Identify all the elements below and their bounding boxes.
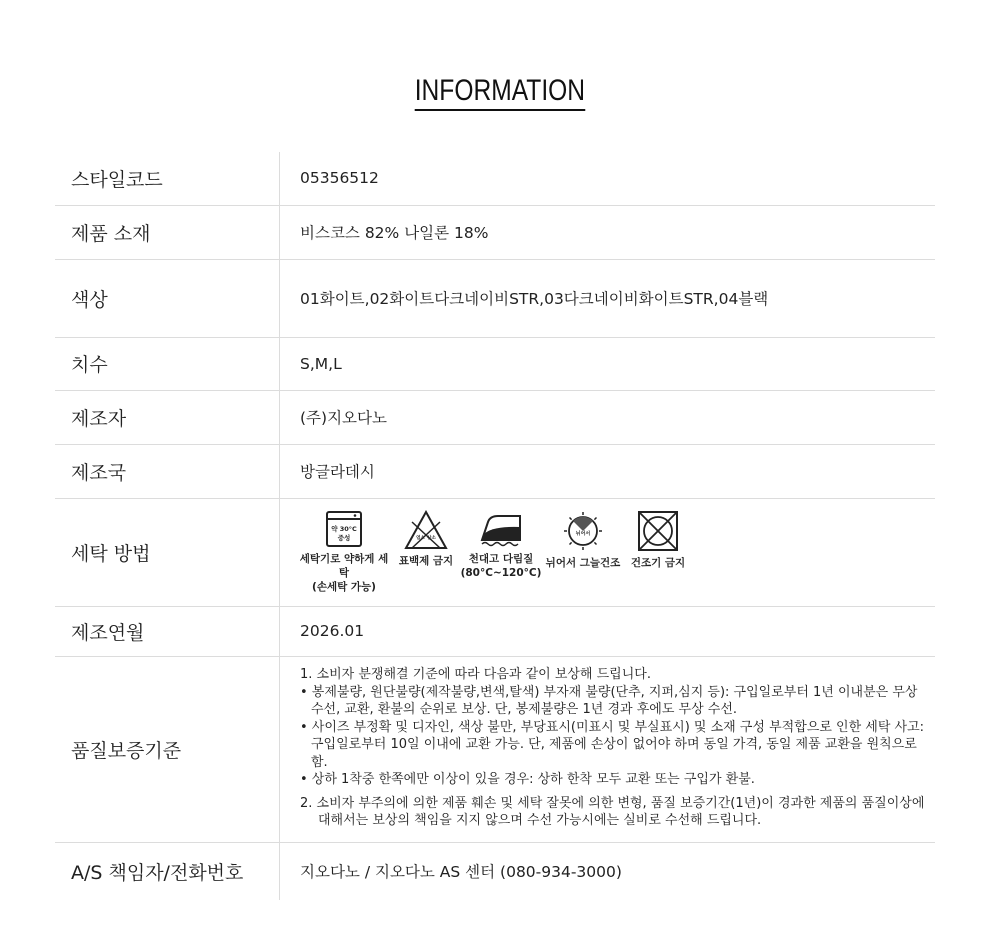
care-label: 건조기 금지 bbox=[630, 557, 686, 569]
care-item-bleach bbox=[392, 510, 460, 568]
care-item-tumble bbox=[624, 510, 692, 570]
care-label: 천대고 다림질 bbox=[468, 553, 534, 565]
care-item-dry bbox=[542, 510, 624, 570]
bleach-oxygen-text: 산소 bbox=[427, 536, 436, 541]
no-bleach-icon bbox=[404, 510, 448, 550]
row-style-code bbox=[55, 152, 935, 205]
wash-temp-text: 약 30°C bbox=[331, 525, 357, 533]
care-instructions bbox=[280, 498, 936, 606]
row-key: 제조자 bbox=[55, 390, 280, 444]
quality-item-2: 2. 소비자 부주의에 의한 제품 훼손 및 세탁 잘못에 의한 변형, 품질 보증기간(1년)이 경과한 제품의 품질이상에 대해서는 보상의 책임을 지지 않으며 수선 가능시에는 실비로 수선해 드립니다. bbox=[300, 795, 925, 829]
quality-item-1: 1. 소비자 분쟁해결 기준에 따라 다음과 같이 보상해 드립니다. bbox=[300, 667, 651, 683]
row-key: 품질보증기준 bbox=[55, 656, 280, 842]
care-label-sub: (80°C~120°C) bbox=[460, 567, 542, 579]
no-tumble-dry-icon bbox=[637, 510, 679, 552]
row-material bbox=[55, 205, 935, 259]
row-quality bbox=[55, 656, 935, 842]
row-value: 05356512 bbox=[300, 169, 379, 188]
row-color bbox=[55, 259, 935, 337]
row-care bbox=[55, 498, 935, 606]
dry-flat-text: 뉘어서 bbox=[575, 531, 591, 537]
hand-wash-icon bbox=[325, 510, 363, 548]
row-date bbox=[55, 606, 935, 656]
row-value: 01화이트,02화이트다크네이비STR,03다크네이비화이트STR,04블랙 bbox=[300, 290, 769, 308]
info-table bbox=[55, 152, 935, 900]
care-label: 뉘어서 그늘건조 bbox=[545, 557, 621, 569]
row-value: 비스코스 82% 나일론 18% bbox=[300, 224, 489, 242]
quality-bullet: • 상하 1착중 한쪽에만 이상이 있을 경우: 상하 한착 모두 교환 또는 구입가 환불. bbox=[300, 772, 755, 788]
care-label: 표백제 금지 bbox=[398, 555, 454, 567]
wash-detergent-text: 중성 bbox=[337, 534, 351, 542]
row-key: 제품 소재 bbox=[55, 205, 280, 259]
care-label-sub: (손세탁 가능) bbox=[312, 581, 376, 593]
care-label: 세탁기로 약하게 세탁 bbox=[299, 553, 389, 579]
row-value: 방글라데시 bbox=[300, 463, 375, 481]
row-value: (주)지오다노 bbox=[300, 409, 387, 427]
row-key: 제조국 bbox=[55, 444, 280, 498]
row-value: 지오다노 / 지오다노 AS 센터 (080-934-3000) bbox=[300, 863, 622, 882]
row-value: 2026.01 bbox=[300, 622, 365, 640]
row-key: A/S 책임자/전화번호 bbox=[55, 842, 280, 900]
quality-bullet: • 사이즈 부정확 및 디자인, 색상 불만, 부당표시(미표시 및 부실표시) 및 소재 구성 부적합으로 인한 세탁 사고: 구입일로부터 10일 이내에 교환 가능. 단, 제품에 손상이 없어야 하며 동일 가격, 동일 제품 교환을 원칙으로 함. bbox=[300, 719, 925, 770]
shade-dry-icon bbox=[561, 510, 605, 552]
row-as-contact bbox=[55, 842, 935, 900]
row-key: 제조연월 bbox=[55, 606, 280, 656]
row-manufacturer bbox=[55, 390, 935, 444]
row-key: 치수 bbox=[55, 337, 280, 390]
row-key: 색상 bbox=[55, 259, 280, 337]
quality-policy bbox=[280, 656, 936, 842]
bleach-chlorine-text: 염소 bbox=[416, 536, 425, 541]
iron-icon bbox=[478, 510, 524, 548]
row-value: S,M,L bbox=[300, 354, 342, 373]
row-key: 세탁 방법 bbox=[55, 498, 280, 606]
page-title-text: INFORMATION bbox=[415, 74, 585, 111]
row-size bbox=[55, 337, 935, 390]
page-title bbox=[0, 74, 1000, 111]
row-key: 스타일코드 bbox=[55, 152, 280, 205]
row-country bbox=[55, 444, 935, 498]
quality-bullet: • 봉제불량, 원단불량(제작불량,변색,탈색) 부자재 불량(단추, 지퍼,심지 등): 구입일로부터 1년 이내분은 무상수선, 교환, 환불의 순위로 보상. 단, 봉제불량은 1년 경과 후에도 무상 수선. bbox=[300, 684, 918, 718]
care-item-iron bbox=[460, 510, 542, 580]
care-item-wash bbox=[296, 510, 392, 594]
